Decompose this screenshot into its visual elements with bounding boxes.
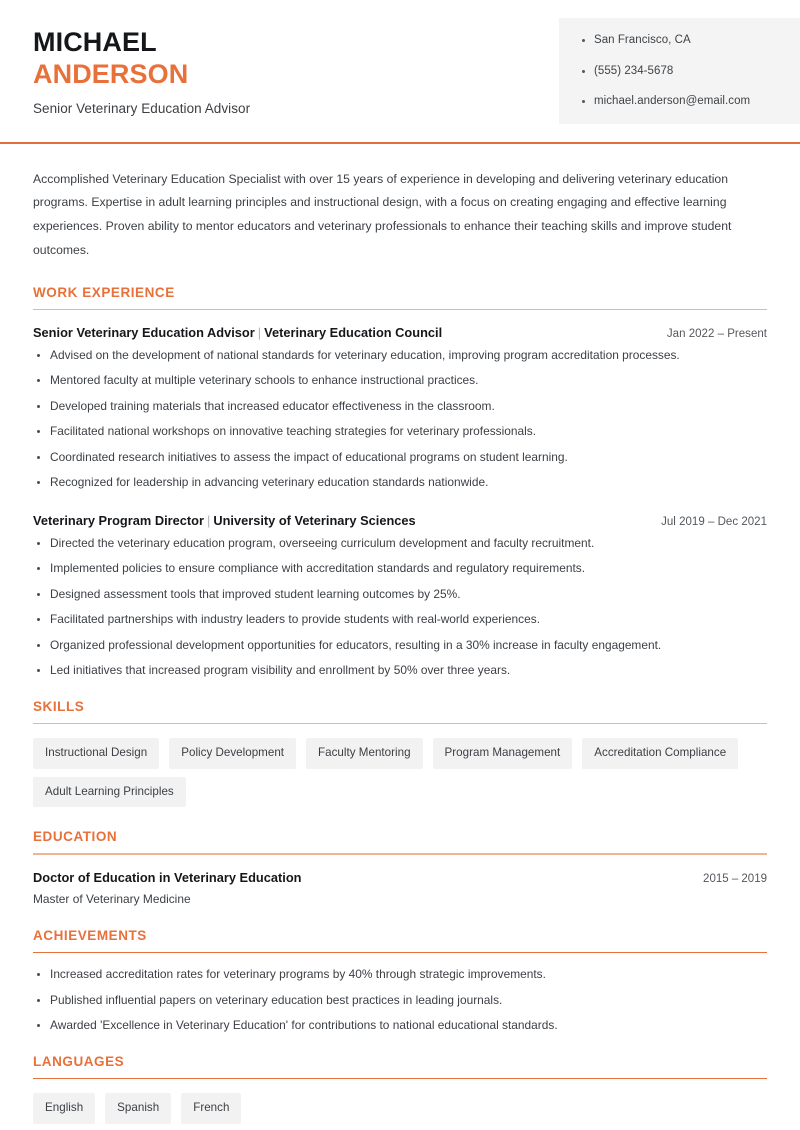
work-entry-title-line xyxy=(33,513,416,528)
skill-chip: Faculty Mentoring xyxy=(306,738,422,769)
skill-chip: Accreditation Compliance xyxy=(582,738,738,769)
bullet-item: Facilitated partnerships with industry leaders to provide students with real-world experiences. xyxy=(33,614,767,626)
bullet-item: Designed assessment tools that improved student learning outcomes by 25%. xyxy=(33,589,767,601)
bullet-item: Awarded 'Excellence in Veterinary Education' for contributions to national educational standards. xyxy=(33,1020,767,1032)
section-heading-languages: LANGUAGES xyxy=(33,1053,125,1069)
work-entry-job-title: Senior Veterinary Education Advisor xyxy=(33,325,255,341)
work-entry xyxy=(33,513,767,677)
skills-chip-list xyxy=(33,738,767,807)
bullet-item: Mentored faculty at multiple veterinary schools to enhance instructional practices. xyxy=(33,375,767,387)
skill-chip: Policy Development xyxy=(169,738,296,769)
bullet-item: Increased accreditation rates for veterinary programs by 40% through strategic improvements. xyxy=(33,969,767,981)
work-entry-date: Jan 2022 – Present xyxy=(666,328,767,341)
bullet-item: Facilitated national workshops on innovative teaching strategies for veterinary professionals. xyxy=(33,426,767,438)
work-entry-title-line xyxy=(33,325,442,340)
last-name: ANDERSON xyxy=(33,59,189,90)
languages-chip-list xyxy=(33,1093,767,1124)
section-divider xyxy=(33,853,767,854)
work-entry-organization: University of Veterinary Sciences xyxy=(213,512,416,528)
section-divider xyxy=(33,309,767,310)
section-heading-achievements: ACHIEVEMENTS xyxy=(33,927,147,943)
bullet-item: Developed training materials that increased educator effectiveness in the classroom. xyxy=(33,401,767,413)
section-heading-education: EDUCATION xyxy=(33,829,118,845)
language-chip: Spanish xyxy=(105,1093,171,1124)
title-separator: | xyxy=(206,512,211,528)
contact-email: michael.anderson@email.com xyxy=(582,96,800,108)
education-entry xyxy=(33,870,767,906)
bullet-item: Directed the veterinary education program, overseeing curriculum development and faculty recruitment. xyxy=(33,538,767,550)
bullet-item: Implemented policies to ensure compliance with accreditation standards and regulatory requirements. xyxy=(33,563,767,575)
bullet-item: Published influential papers on veterinary education best practices in leading journals. xyxy=(33,995,767,1007)
section-divider xyxy=(33,952,767,953)
bullet-item: Coordinated research initiatives to assess the impact of educational programs on student learning. xyxy=(33,452,767,464)
work-entry-date: Jul 2019 – Dec 2021 xyxy=(661,515,767,528)
language-chip: English xyxy=(33,1093,95,1124)
section-achievements xyxy=(33,928,767,1032)
contact-phone: (555) 234-5678 xyxy=(582,66,800,78)
section-heading-skills: SKILLS xyxy=(33,698,85,714)
identity-block xyxy=(0,18,250,116)
skill-chip: Program Management xyxy=(433,738,573,769)
language-chip: French xyxy=(181,1093,241,1124)
professional-summary: Accomplished Veterinary Education Specialist with over 15 years of experience in developing and delivering veterinary education programs. Expertise in adult learning principles and instructional design, with a focus on creating engaging and effective learning experiences. Proven ability to mentor educators and veterinary professionals to enhance their teaching skills and improve student outcomes. xyxy=(33,171,732,257)
contact-location: San Francisco, CA xyxy=(582,35,800,47)
education-entry-header xyxy=(33,870,767,885)
education-date: 2015 – 2019 xyxy=(703,872,767,885)
first-name: MICHAEL xyxy=(33,27,157,57)
section-divider xyxy=(33,723,767,724)
work-entry-header xyxy=(33,513,767,528)
section-skills xyxy=(33,699,767,808)
work-entry-bullets xyxy=(33,535,767,677)
section-languages xyxy=(33,1054,767,1124)
work-entry-job-title: Veterinary Program Director xyxy=(33,512,204,528)
bullet-item: Led initiatives that increased program visibility and enrollment by 50% over three years. xyxy=(33,665,767,677)
work-entry-header xyxy=(33,325,767,340)
section-education xyxy=(33,829,767,905)
resume-header xyxy=(0,0,800,124)
bullet-item: Advised on the development of national standards for veterinary education, improving program accreditation processes. xyxy=(33,350,767,362)
work-entry-organization: Veterinary Education Council xyxy=(264,325,443,341)
achievements-bullets xyxy=(33,969,767,1032)
contact-info-box xyxy=(559,18,800,124)
education-degree: Doctor of Education in Veterinary Education xyxy=(33,869,302,885)
section-divider xyxy=(33,1078,767,1079)
section-heading-work-experience: WORK EXPERIENCE xyxy=(33,284,175,300)
skill-chip: Instructional Design xyxy=(33,738,159,769)
bullet-item: Recognized for leadership in advancing veterinary education standards nationwide. xyxy=(33,477,767,489)
bullet-item: Organized professional development opportunities for educators, resulting in a 30% increase in faculty engagement. xyxy=(33,640,767,652)
education-secondary-degree: Master of Veterinary Medicine xyxy=(33,891,191,906)
skill-chip: Adult Learning Principles xyxy=(33,777,186,808)
resume-content xyxy=(0,168,800,1124)
title-separator: | xyxy=(257,325,262,341)
header-divider xyxy=(0,142,800,144)
professional-title: Senior Veterinary Education Advisor xyxy=(33,101,251,117)
work-entry xyxy=(33,325,767,489)
work-entry-bullets xyxy=(33,350,767,489)
section-work-experience xyxy=(33,285,767,677)
